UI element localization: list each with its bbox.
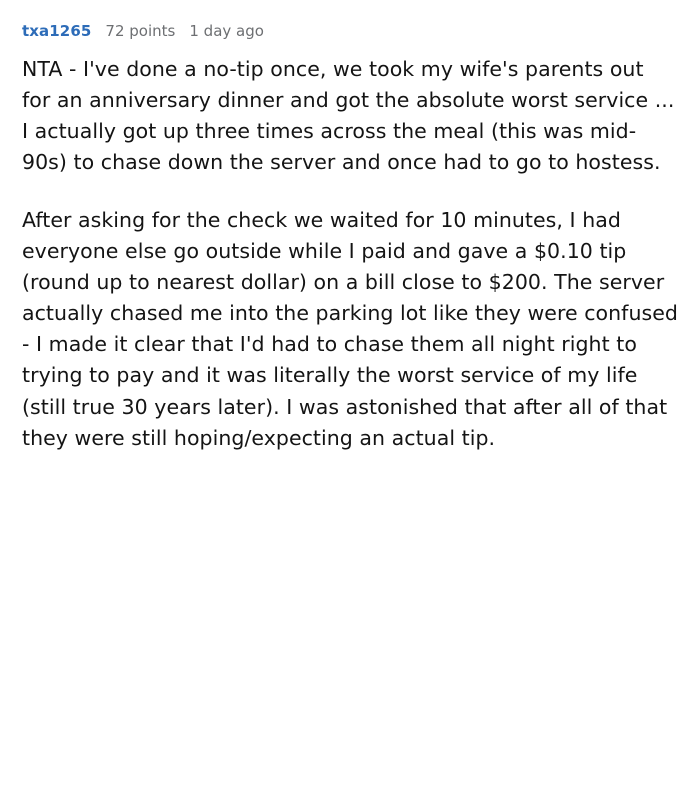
comment-points: 72 points (105, 22, 176, 40)
comment-paragraph: After asking for the check we waited for 10 minutes, I had everyone else go outside while I paid and gave a $0.10 tip (round up to nearest dollar) on a bill close to $200. The server actually chased me into the parking lot like they were confused - I made it clear that I'd had to chase them all night right to trying to pay and it was literally the worst service of my life (still true 30 years later). I was astonished that after all of that they were still hoping/expecting an actual tip. (22, 207, 678, 450)
comment-body (22, 54, 678, 454)
comment-timestamp: 1 day ago (189, 22, 264, 40)
comment-meta (22, 22, 678, 40)
comment-paragraph: NTA - I've done a no-tip once, we took my wife's parents out for an anniversary dinner and got the absolute worst service ... I actually got up three times across the meal (this was mid-90s) to chase down the server and once had to go to hostess. (22, 57, 675, 175)
comment-author[interactable]: txa1265 (22, 22, 92, 40)
